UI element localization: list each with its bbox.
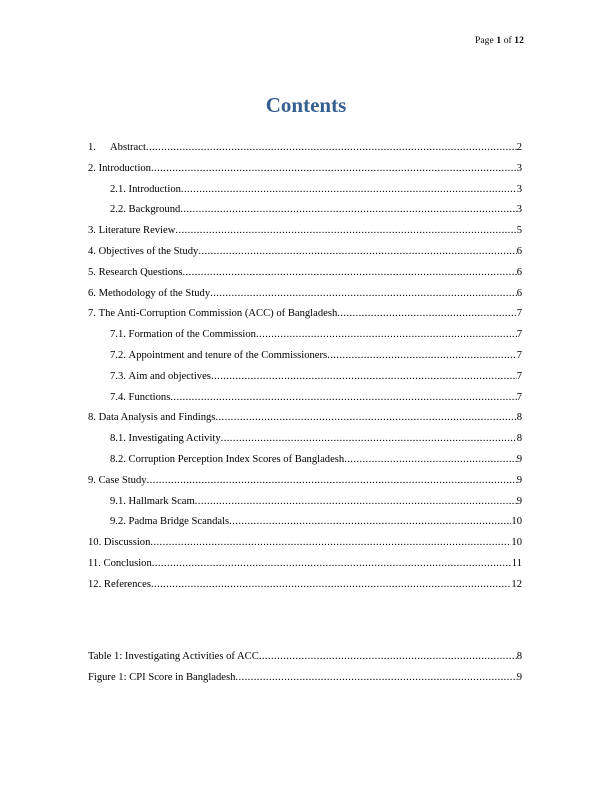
toc-entry-text: Hallmark Scam [128, 495, 195, 507]
dot-leader [198, 242, 516, 263]
toc-entry-number: 2.1. [110, 183, 126, 195]
toc-entry-page: 10 [511, 516, 522, 528]
toc-entry-discussion[interactable] [88, 533, 522, 554]
toc-entry-text: References [103, 578, 151, 590]
dot-leader [235, 668, 516, 689]
table-of-contents [88, 138, 522, 596]
toc-entry-page: 7 [516, 329, 522, 341]
toc-entry-page: 6 [516, 287, 522, 299]
toc-entry-text: Formation of the Commission [128, 329, 256, 341]
page-word: Page [474, 36, 494, 46]
lof-entry-page: 9 [516, 671, 522, 683]
toc-entry-hallmark-scam[interactable] [88, 492, 522, 513]
dot-leader [210, 284, 517, 305]
toc-entry-page: 2 [516, 142, 522, 153]
toc-entry-research-questions[interactable] [88, 263, 522, 284]
toc-entry-page: 3 [516, 204, 522, 216]
lof-entry-figure-1[interactable] [88, 668, 522, 689]
dot-leader [229, 512, 511, 533]
toc-entry-number: 8.1. [110, 433, 126, 445]
contents-heading: Contents [265, 93, 347, 117]
dot-leader [256, 325, 517, 346]
toc-entry-formation[interactable] [88, 325, 522, 346]
lof-entry-page: 8 [516, 651, 522, 662]
toc-entry-page: 9 [516, 495, 522, 507]
toc-entry-number: 8. [88, 412, 96, 424]
toc-entry-number: 9. [88, 474, 96, 486]
dot-leader [182, 263, 516, 284]
toc-entry-number: 1. [88, 142, 96, 153]
toc-entry-number: 2.2. [110, 204, 126, 216]
page-header [475, 36, 524, 46]
toc-entry-page: 7 [516, 349, 522, 361]
toc-entry-number: 7. [88, 308, 96, 320]
dot-leader [151, 575, 511, 596]
toc-entry-number: 8.2. [110, 453, 126, 465]
dot-leader [327, 346, 517, 367]
current-page-number: 1 [496, 36, 502, 46]
toc-entry-text: Case Study [98, 474, 147, 486]
toc-entry-number: 7.4. [110, 391, 126, 403]
lof-entry-text: Table 1: Investigating Activities of ACC [88, 651, 259, 662]
dot-leader [150, 533, 511, 554]
toc-entry-aim-objectives[interactable] [88, 367, 522, 388]
toc-entry-text: The Anti-Corruption Commission (ACC) of Bangladesh [98, 308, 338, 320]
dot-leader [180, 200, 516, 221]
toc-entry-number: 12. [88, 578, 102, 590]
toc-entry-cpi-scores[interactable] [88, 450, 522, 471]
dot-leader [170, 388, 516, 409]
toc-entry-page: 12 [511, 578, 522, 590]
toc-entry-page: 3 [516, 183, 522, 195]
toc-entry-page: 7 [516, 370, 522, 382]
dot-leader [146, 138, 517, 159]
dot-leader [147, 471, 517, 492]
toc-entry-number: 5. [88, 266, 96, 278]
toc-entry-text: Background [128, 204, 181, 216]
toc-entry-introduction-sub[interactable] [88, 180, 522, 201]
toc-entry-abstract[interactable] [88, 138, 522, 159]
toc-entry-page: 10 [511, 537, 522, 549]
toc-entry-background[interactable] [88, 200, 522, 221]
toc-entry-number: 7.1. [110, 329, 126, 341]
toc-entry-number: 7.2. [110, 349, 126, 361]
toc-entry-page: 9 [516, 453, 522, 465]
toc-entry-functions[interactable] [88, 388, 522, 409]
toc-entry-number: 7.3. [110, 370, 126, 382]
lof-entry-table-1[interactable] [88, 647, 522, 668]
dot-leader [211, 367, 517, 388]
toc-entry-page: 11 [511, 557, 522, 569]
toc-entry-text: Appointment and tenure of the Commissioners [128, 349, 328, 361]
dot-leader [215, 408, 516, 429]
dot-leader [151, 159, 517, 180]
toc-entry-page: 9 [516, 474, 522, 486]
list-of-tables-and-figures [88, 647, 522, 689]
toc-entry-number: 4. [88, 245, 96, 257]
toc-entry-text: Methodology of the Study [98, 287, 211, 299]
toc-entry-case-study[interactable] [88, 471, 522, 492]
toc-entry-number: 3. [88, 225, 96, 237]
dot-leader [175, 221, 516, 242]
toc-entry-text: Introduction [128, 183, 181, 195]
toc-entry-number: 10. [88, 537, 102, 549]
toc-entry-text: Aim and objectives [128, 370, 211, 382]
dot-leader [195, 492, 517, 513]
toc-entry-page: 6 [516, 266, 522, 278]
toc-entry-padma-bridge[interactable] [88, 512, 522, 533]
toc-entry-objectives[interactable] [88, 242, 522, 263]
toc-entry-text: Conclusion [103, 557, 152, 569]
toc-entry-page: 8 [516, 433, 522, 445]
toc-entry-data-analysis[interactable] [88, 408, 522, 429]
toc-entry-introduction[interactable] [88, 159, 522, 180]
toc-entry-number: 11. [88, 557, 101, 569]
toc-entry-number: 9.1. [110, 495, 126, 507]
toc-entry-text: Literature Review [98, 225, 176, 237]
toc-entry-text: Discussion [103, 537, 151, 549]
toc-entry-text: Research Questions [98, 266, 183, 278]
toc-entry-text: Functions [128, 391, 171, 403]
toc-entry-number: 9.2. [110, 516, 126, 528]
dot-leader [181, 180, 517, 201]
toc-entry-page: 5 [516, 225, 522, 237]
toc-entry-page: 7 [516, 308, 522, 320]
toc-entry-acc-bangladesh[interactable] [88, 304, 522, 325]
toc-entry-text: Corruption Perception Index Scores of Bangladesh [128, 453, 345, 465]
dot-leader [344, 450, 517, 471]
dot-leader [337, 304, 516, 325]
toc-entry-text: Padma Bridge Scandals [128, 516, 230, 528]
toc-entry-page: 7 [516, 391, 522, 403]
toc-entry-methodology[interactable] [88, 284, 522, 305]
toc-entry-literature-review[interactable] [88, 221, 522, 242]
dot-leader [259, 647, 517, 668]
toc-entry-page: 6 [516, 245, 522, 257]
lof-entry-text: Figure 1: CPI Score in Bangladesh [88, 671, 236, 683]
toc-entry-text: Abstract [110, 142, 146, 153]
toc-entry-text: Objectives of the Study [98, 245, 199, 257]
toc-entry-text: Investigating Activity [128, 433, 221, 445]
toc-entry-text: Introduction [98, 162, 151, 174]
toc-entry-investigating-activity[interactable] [88, 429, 522, 450]
toc-entry-number: 2. [88, 162, 96, 174]
of-word: of [503, 36, 512, 46]
total-pages-number: 12 [514, 36, 524, 46]
toc-entry-appointment[interactable] [88, 346, 522, 367]
toc-entry-number: 6. [88, 287, 96, 299]
toc-entry-text: Data Analysis and Findings [98, 412, 216, 424]
dot-leader [221, 429, 517, 450]
toc-entry-page: 3 [516, 162, 522, 174]
toc-entry-page: 8 [516, 412, 522, 424]
toc-entry-conclusion[interactable] [88, 554, 522, 575]
toc-entry-references[interactable] [88, 575, 522, 596]
dot-leader [152, 554, 512, 575]
